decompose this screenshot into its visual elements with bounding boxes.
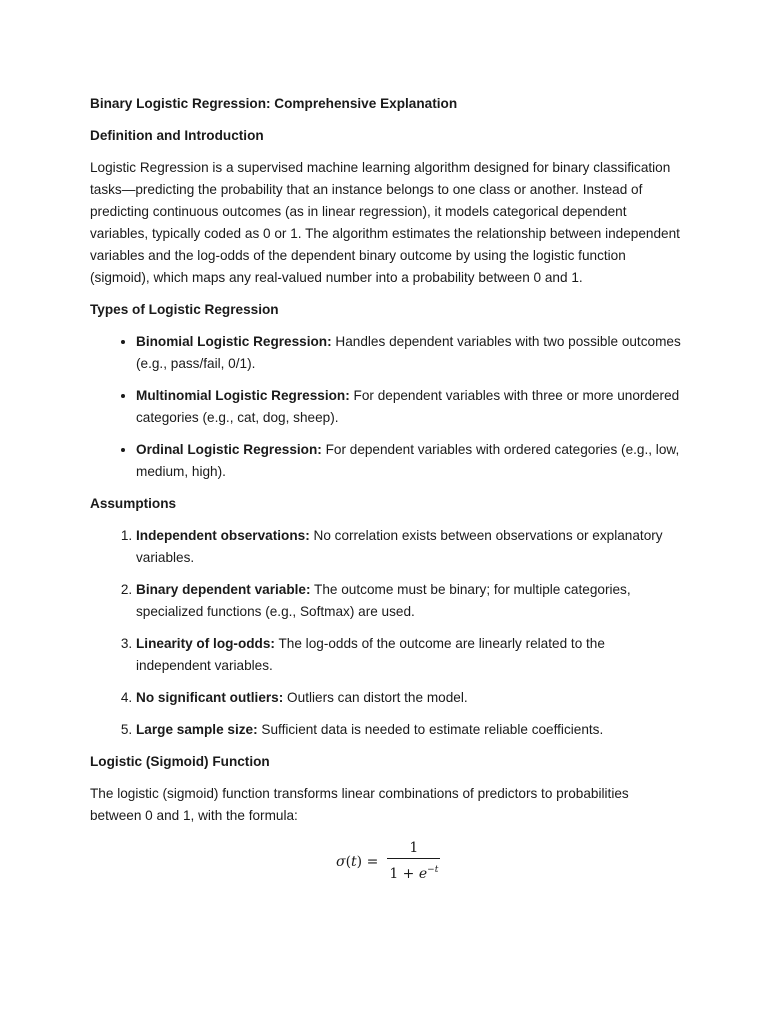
list-item-text: The outcome must be binary; for multiple categories, specialized functions (e.g., Softmax) are used.	[136, 582, 631, 619]
list-item	[136, 687, 682, 709]
section-heading-assumptions: Assumptions	[90, 496, 177, 511]
list-item-text: The log-odds of the outcome are linearly related to the independent variables.	[136, 636, 605, 673]
section-heading-definition: Definition and Introduction	[90, 128, 264, 143]
formula-denominator-prefix: 1 +	[389, 866, 419, 882]
list-item-text: Outliers can distort the model.	[283, 690, 468, 705]
list-item	[136, 633, 682, 677]
formula-open-paren: (	[345, 853, 352, 870]
sigmoid-formula	[336, 840, 440, 883]
formula-denominator-exponent: −t	[427, 865, 439, 875]
formula-denominator	[387, 859, 440, 883]
list-item	[136, 331, 682, 375]
list-item-term: Multinomial Logistic Regression:	[136, 388, 350, 403]
list-item-text: Handles dependent variables with two possible outcomes (e.g., pass/fail, 0/1).	[136, 334, 681, 371]
formula-lhs	[336, 854, 378, 870]
list-item-term: No significant outliers:	[136, 690, 284, 705]
list-item-text: For dependent variables with three or more unordered categories (e.g., cat, dog, sheep).	[136, 388, 680, 425]
formula-variable: t	[351, 853, 357, 870]
list-item-term: Linearity of log-odds:	[136, 636, 275, 651]
assumptions-list	[90, 525, 682, 741]
types-list	[90, 331, 682, 483]
section-heading-sigmoid: Logistic (Sigmoid) Function	[90, 754, 270, 769]
list-item	[136, 579, 682, 623]
section-heading-types: Types of Logistic Regression	[90, 302, 279, 317]
definition-paragraph: Logistic Regression is a supervised machine learning algorithm designed for binary classification tasks—predicting the probability that an instance belongs to one class or another. Instead of predicting continuous outcomes (as in linear regression), it models categorical dependent variables, typically coded as 0 or 1. The algorithm estimates the relationship between independent variables and the log-odds of the dependent binary outcome by using the logistic function (sigmoid), which maps any real-valued number into a probability between 0 and 1.	[90, 160, 680, 285]
document-title: Binary Logistic Regression: Comprehensive Explanation	[90, 96, 458, 111]
formula-denominator-base: e	[418, 866, 428, 882]
list-item-term: Large sample size:	[136, 722, 258, 737]
formula-sigma: σ	[336, 853, 346, 870]
list-item	[136, 719, 682, 741]
formula-close-paren-equals: ) =	[356, 853, 379, 870]
list-item-text: No correlation exists between observations or explanatory variables.	[136, 528, 663, 565]
list-item-text: Sufficient data is needed to estimate reliable coefficients.	[257, 722, 604, 737]
document-body	[90, 93, 682, 837]
sigmoid-paragraph: The logistic (sigmoid) function transforms linear combinations of predictors to probabilities between 0 and 1, with the formula:	[90, 786, 629, 823]
formula-fraction	[387, 840, 440, 883]
list-item-term: Ordinal Logistic Regression:	[136, 442, 322, 457]
list-item	[136, 525, 682, 569]
list-item-term: Independent observations:	[136, 528, 310, 543]
formula-numerator: 1	[409, 840, 419, 856]
list-item-term: Binomial Logistic Regression:	[136, 334, 332, 349]
list-item	[136, 385, 682, 429]
list-item-term: Binary dependent variable:	[136, 582, 311, 597]
list-item	[136, 439, 682, 483]
list-item-text: For dependent variables with ordered categories (e.g., low, medium, high).	[136, 442, 680, 479]
